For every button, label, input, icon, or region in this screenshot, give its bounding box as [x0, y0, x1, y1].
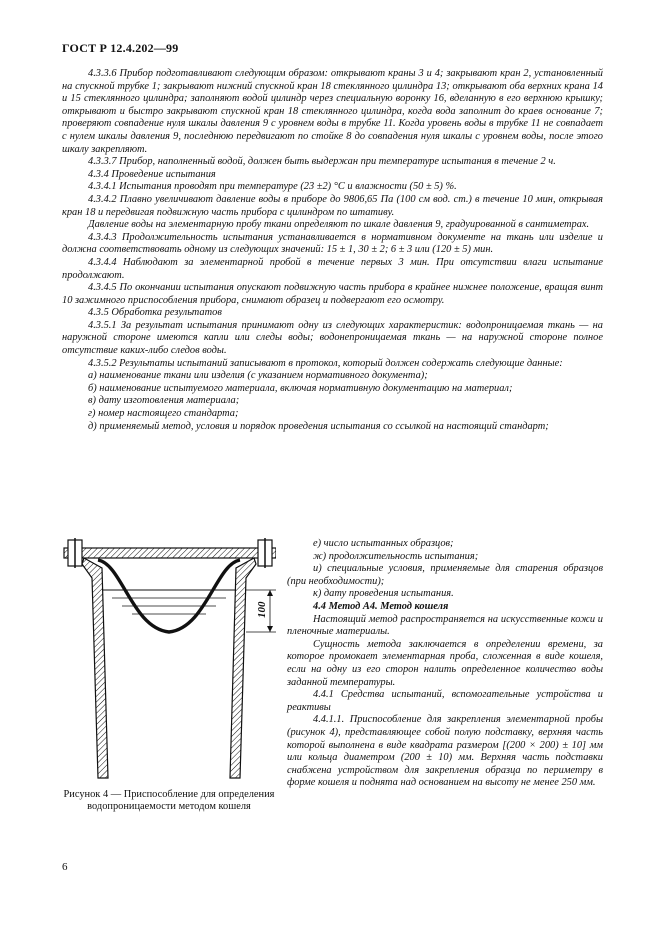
- figure-4-drawing: [62, 538, 276, 783]
- paragraph: 4.3.4.4 Наблюдают за элементарной пробой в течение первых 3 мин. При отсутствии влаги испытание продолжают.: [62, 256, 603, 281]
- paragraph: 4.3.5.2 Результаты испытаний записывают в протокол, который должен содержать следующие данные:: [88, 357, 563, 369]
- list-item: е) число испытанных образцов;: [313, 538, 454, 549]
- paragraph: 4.4.1.1. Приспособление для закрепления элементарной пробы (рисунок 4), представляющее собой полую подставку, верхняя часть которой выполнена в виде квадрата размером [(200 × 200) ± 10] мм или кольца диаметром (200 ± 10) мм. Верхняя часть подставки снабжена устройством для закрепления образца по периметру в форме кошеля и поднята над основанием на высоту не менее 250 мм.: [287, 714, 603, 789]
- page-header: ГОСТ Р 12.4.202—99: [62, 41, 179, 55]
- dimension-label: 100: [256, 601, 268, 618]
- list-item: в) дату изготовления материала;: [88, 395, 240, 407]
- paragraph: 4.3.4.1 Испытания проводят при температуре (23 ±2) °С и влажности (50 ± 5) %.: [88, 181, 457, 193]
- paragraph: 4.3.4 Проведение испытания: [88, 168, 216, 180]
- list-item: д) применяемый метод, условия и порядок проведения испытания со ссылкой на настоящий стандарт;: [88, 420, 549, 432]
- sample-purse: [98, 560, 240, 632]
- list-item: ж) продолжительность испытания;: [313, 550, 479, 562]
- paragraph: 4.3.5 Обработка результатов: [88, 307, 222, 319]
- figure-caption: Рисунок 4 — Приспособление для определения водопроницаемости методом кошеля: [63, 789, 275, 812]
- paragraph: 4.3.4.5 По окончании испытания опускают подвижную часть прибора в крайнее нижнее положение, вращая винт 10 зажимного приспособления прибора, снимают образец и подвергают его осмотру.: [62, 282, 603, 306]
- paragraph: Настоящий метод распространяется на искусственные кожи и пленочные материалы.: [287, 613, 603, 638]
- purse-fixture-svg: [62, 538, 276, 783]
- page-number: 6: [62, 861, 68, 873]
- paragraph: 4.3.5.1 За результат испытания принимают одну из следующих характеристик: водопроницаемая ткань — на наружной стороне имеются капли или следы воды; водонепроницаемая ткань — на наружной стороне полное отсутствие каких-либо следов воды.: [62, 319, 603, 357]
- paragraph: 4.3.3.6 Прибор подготавливают следующим образом: открывают краны 3 и 4; закрывают кран 2, установленный на спускной трубке 1; закрывают нижний спускной кран 18 стеклянного цилиндра 13; открывают оба верхних крана 14 и 15 стеклянного цилиндра; заполняют водой цилиндр через специальную воронку 16, вделанную в его верхнюю крышку; открывают и быстро закрывают спускной кран 18 стеклянного цилиндра, когда вода заполнит до краев основание 7; проверяют совпадение нуля шкалы давления 9 с уровнем воды в трубке 11. Когда уровень воды в трубке 11 не совпадает с нулем шкалы давления 9, последнюю передвигают по стойке 8 до совпадения нуля шкалы с уровнем воды, после этого шкалу закрепляют.: [62, 68, 603, 155]
- right-column-text: [287, 538, 603, 790]
- top-flange: [64, 548, 276, 558]
- right-wall: [230, 558, 256, 778]
- list-item: и) специальные условия, применяемые для старения образцов (при необходимости);: [287, 563, 603, 587]
- paragraph: Давление воды на элементарную пробу ткани определяют по шкале давления 9, градуированной в сантиметрах.: [88, 219, 590, 231]
- list-item: а) наименование ткани или изделия (с указанием нормативного документа);: [88, 370, 428, 382]
- paragraph: 4.4.1 Средства испытаний, вспомогательные устройства и реактивы: [287, 689, 603, 713]
- main-text: [62, 68, 603, 433]
- paragraph: 4.3.4.3 Продолжительность испытания устанавливается в нормативном документе на ткань или изделие и должна соответствовать одному из следующих значений: 15 ± 1, 30 ± 2; 6 ± 3 или (120 ± 5) мин.: [62, 231, 603, 256]
- list-item: б) наименование испытуемого материала, включая нормативную документацию на материал;: [88, 382, 513, 394]
- left-wall: [82, 558, 108, 778]
- list-item: г) номер настоящего стандарта;: [88, 408, 239, 420]
- paragraph: 4.3.4.2 Плавно увеличивают давление воды в приборе до 9806,65 Па (100 см вод. ст.) в течение 10 мин, открывая кран 18 и передвигая подвижную часть прибора с цилиндром по штативу.: [62, 193, 603, 218]
- section-heading: 4.4 Метод А4. Метод кошеля: [313, 600, 449, 612]
- list-item: к) дату проведения испытания.: [313, 588, 454, 600]
- paragraph: Сущность метода заключается в определении времени, за которое промокает элементарная проба, сложенная в виде кошеля, если на одну из его сторон налить определенное количество воды заданной температуры.: [287, 638, 603, 688]
- paragraph: 4.3.3.7 Прибор, наполненный водой, должен быть выдержан при температуре испытания в течение 2 ч.: [88, 156, 556, 168]
